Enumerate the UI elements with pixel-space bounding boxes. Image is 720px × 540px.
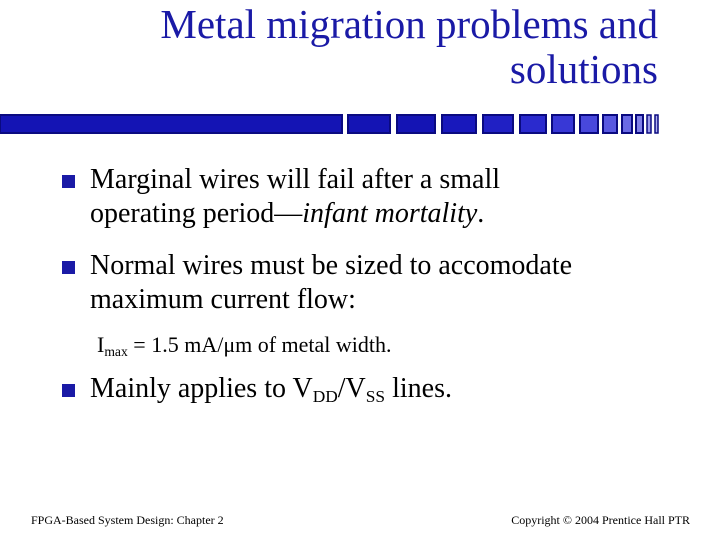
bullet-square-icon: [62, 384, 75, 397]
bar-segment: [348, 115, 390, 133]
footer-copyright: Copyright © 2004 Prentice Hall PTR: [511, 513, 690, 527]
bullet-1-period: .: [477, 198, 485, 229]
bar-segment: [442, 115, 476, 133]
bullet-1-line-1: Marginal wires will fail after a small: [90, 164, 501, 195]
bullet-3-text: Mainly applies to V: [90, 373, 313, 404]
bar-segment: [0, 115, 342, 133]
bar-segment: [603, 115, 617, 133]
formula-text: = 1.5 mA/μm of metal width.: [127, 332, 392, 357]
bullet-item-3: [90, 372, 690, 406]
vss-subscript: SS: [365, 387, 386, 407]
bullet-1-emphasis: infant mortality: [302, 198, 478, 229]
bar-segment: [483, 115, 513, 133]
bullet-1-line-2: [90, 197, 690, 231]
decoration-bar-graphic: [0, 112, 720, 138]
bullet-2-line-2: maximum current flow:: [90, 284, 356, 315]
current-density-formula: [97, 332, 392, 358]
vdd-subscript: DD: [312, 387, 338, 407]
bullet-item-1: [90, 163, 690, 231]
bullet-square-icon: [62, 175, 75, 188]
formula-symbol: I: [97, 332, 105, 357]
bar-segment: [580, 115, 598, 133]
slide-title-line-2: solutions: [509, 46, 658, 92]
bullet-3-line-1: [90, 372, 690, 406]
bar-segment: [655, 115, 658, 133]
slide-title-line-1: Metal migration problems and: [160, 1, 658, 47]
title-decoration-bar: [0, 112, 720, 138]
bullet-3-slash: /V: [337, 373, 366, 404]
bar-segment: [520, 115, 546, 133]
bullet-1-text: operating period—: [90, 198, 303, 229]
bar-segment: [647, 115, 651, 133]
footer-chapter: FPGA-Based System Design: Chapter 2: [31, 513, 224, 527]
slide-title: [58, 2, 658, 92]
bar-segment: [397, 115, 435, 133]
bullet-square-icon: [62, 261, 75, 274]
bullet-2-line-1: Normal wires must be sized to accomodate: [90, 250, 573, 281]
formula-subscript: max: [104, 344, 128, 360]
bar-segment: [552, 115, 574, 133]
bar-segment: [622, 115, 632, 133]
bullet-item-2: [90, 249, 690, 317]
bullet-3-end: lines.: [385, 373, 452, 404]
bar-segment: [636, 115, 643, 133]
